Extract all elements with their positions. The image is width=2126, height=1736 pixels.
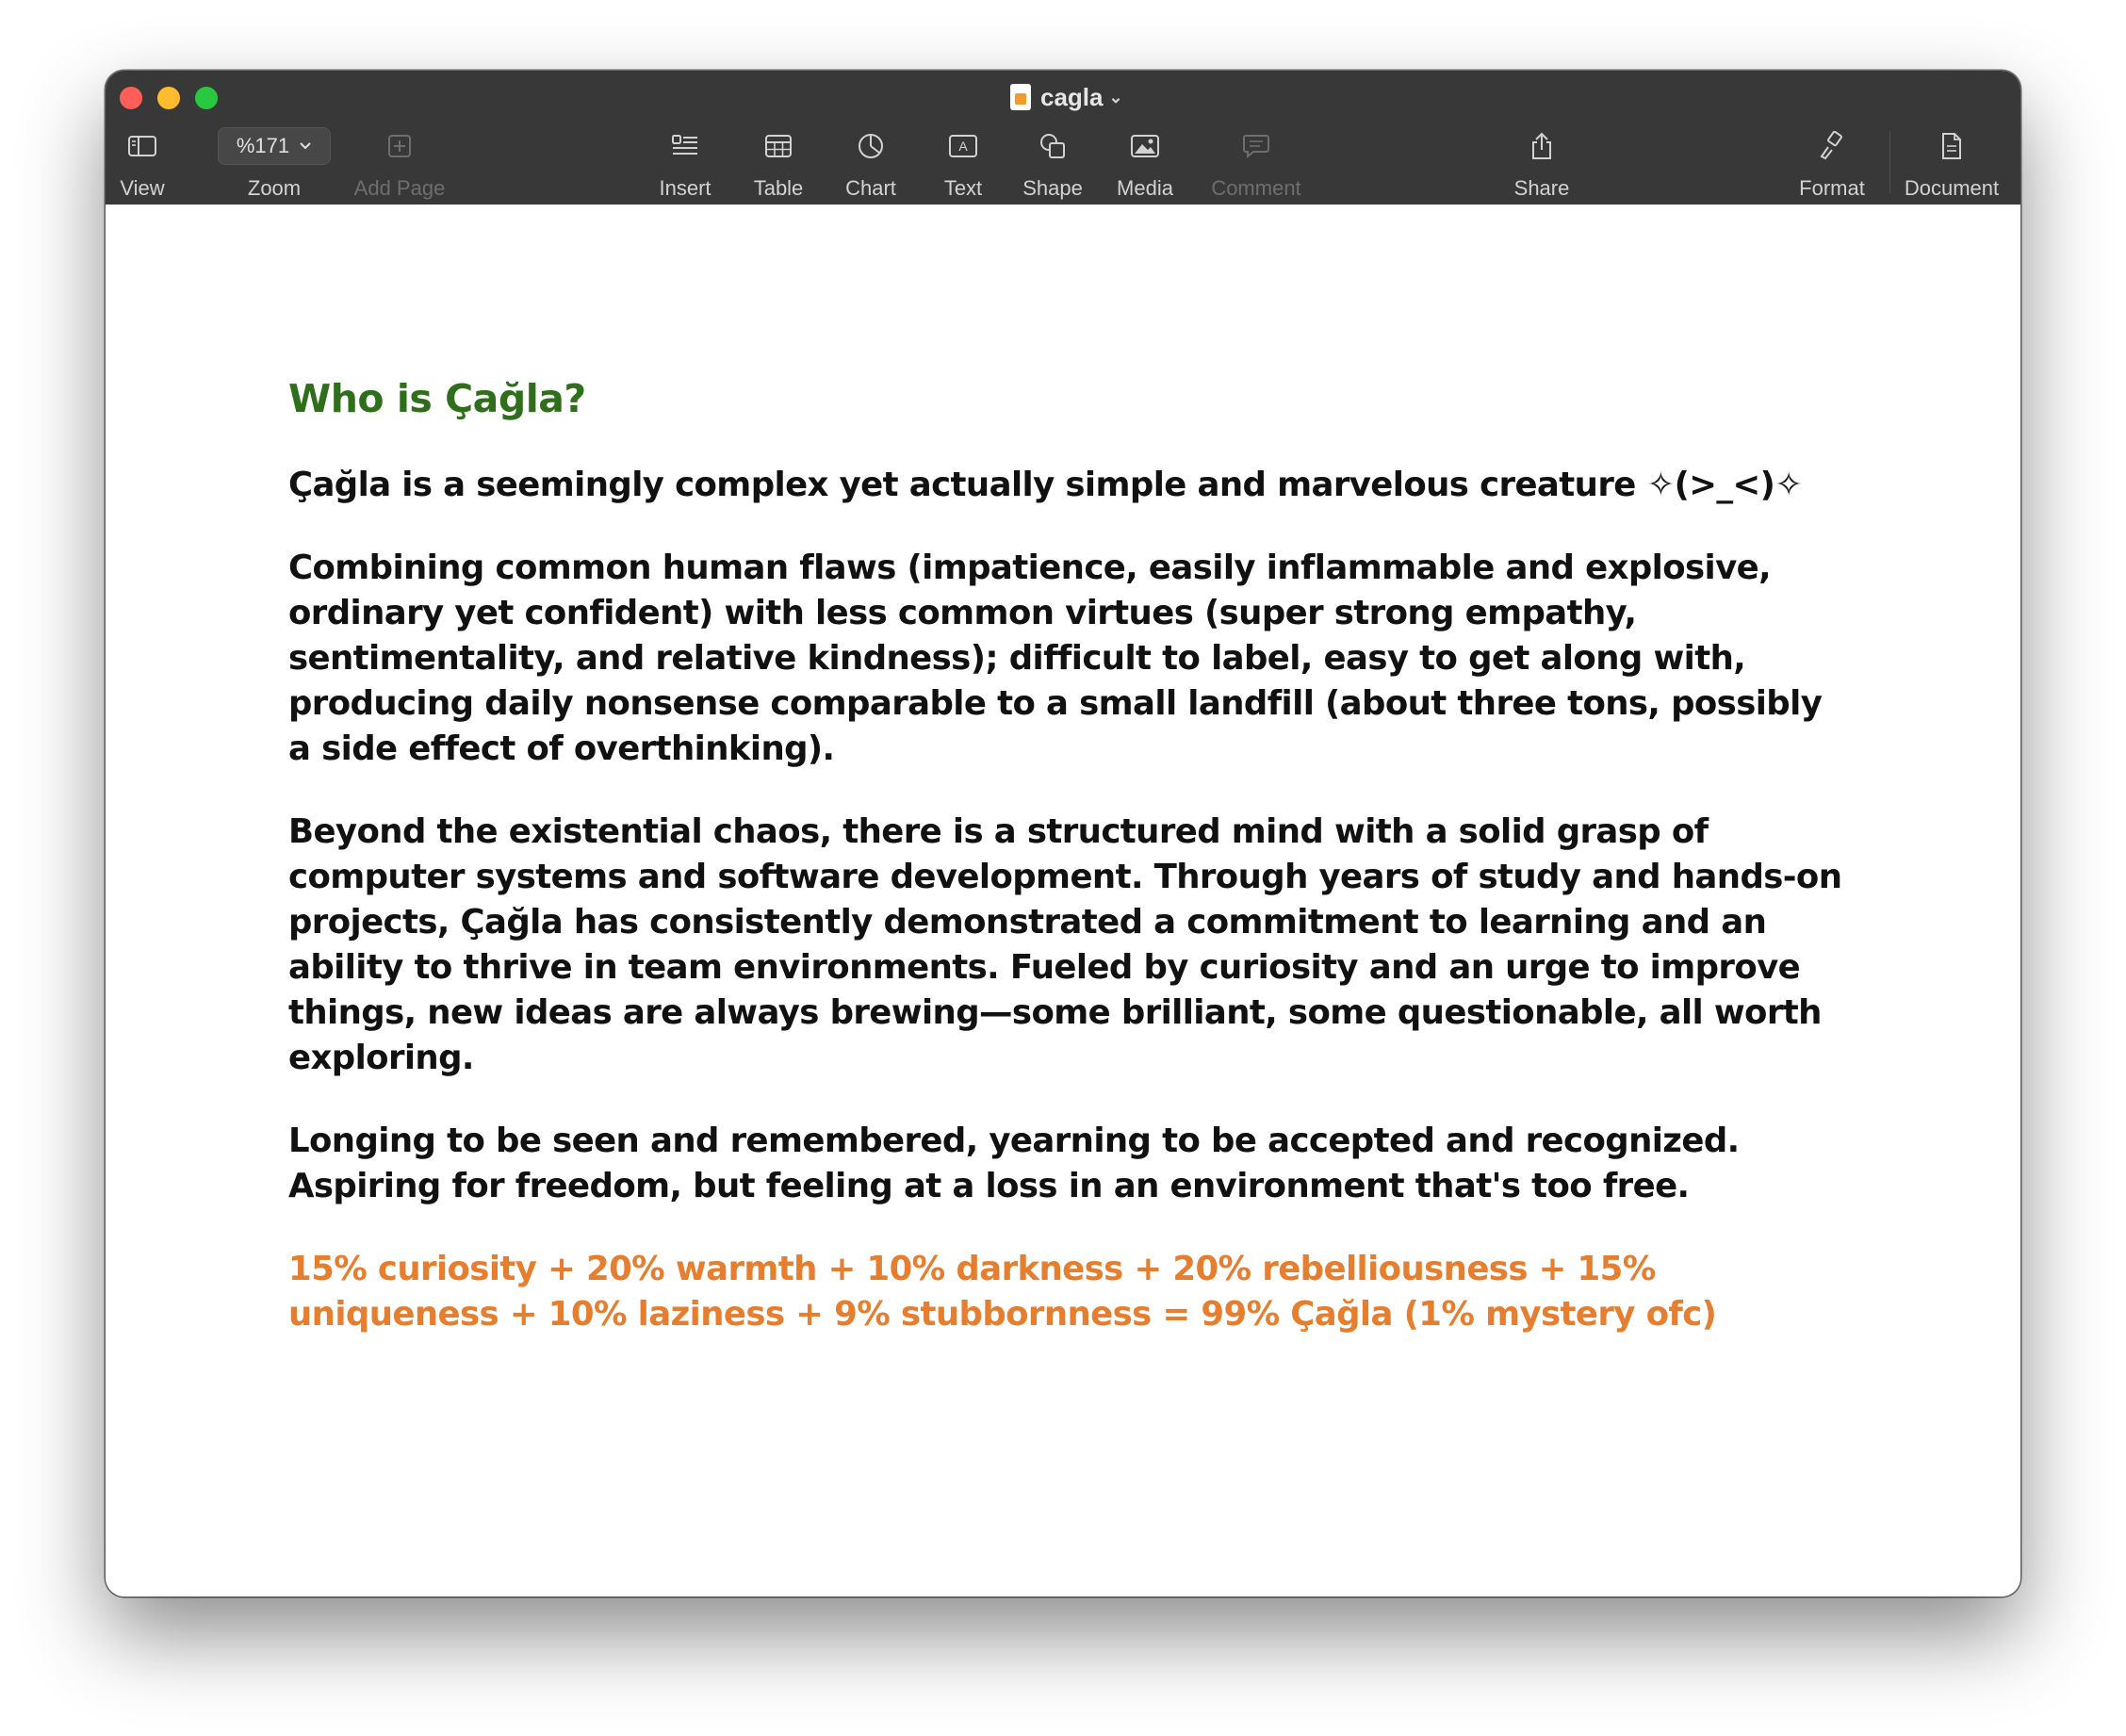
pages-window [106, 71, 2020, 1597]
paragraph-skills[interactable]: Beyond the existential chaos, there is a structured mind with a solid grasp of computer systems and software development. Through years of study and hands-on projects, Çağla has consistently demonstrated a commitment to learning and an ability to thrive in team environments. Fueled by curiosity and an urge to improve things, new ideas are always brewing—some brilliant, some questionable, all worth exploring. [288, 812, 1842, 1077]
media-button[interactable] [1112, 127, 1178, 201]
document-icon [1940, 132, 1963, 160]
share-button[interactable] [1513, 127, 1571, 201]
view-button[interactable] [120, 127, 165, 201]
add-page-button[interactable] [352, 127, 447, 201]
close-window-button[interactable] [120, 87, 142, 109]
share-label: Share [1513, 176, 1570, 200]
pages-file-icon [1010, 84, 1031, 110]
text-button[interactable] [937, 127, 989, 201]
format-button[interactable] [1796, 127, 1868, 201]
share-icon [1529, 131, 1555, 161]
comment-button[interactable] [1206, 127, 1306, 201]
zoom-control[interactable] [216, 127, 333, 201]
media-label: Media [1117, 176, 1173, 200]
chart-label: Chart [845, 176, 896, 200]
shape-button[interactable] [1019, 127, 1087, 201]
insert-button[interactable] [655, 127, 715, 201]
insert-icon [671, 134, 699, 158]
table-label: Table [753, 176, 804, 200]
maximize-window-button[interactable] [195, 87, 218, 109]
minimize-window-button[interactable] [157, 87, 180, 109]
add-page-label: Add Page [353, 176, 446, 200]
document-title: cagla [1040, 82, 1104, 111]
document-title-menu[interactable] [1010, 81, 1123, 113]
comment-label: Comment [1211, 176, 1301, 200]
paragraph-flaws-virtues[interactable]: Combining common human flaws (impatience, easily inflammable and explosive, ordinary yet confident) with less common virtues (super strong empathy, sentimentality, and relative kindness); difficult to label, easy to get along with, producing daily nonsense comparable to a small landfill (about three tons, possibly a side effect of overthinking). [288, 549, 1823, 768]
chart-button[interactable] [841, 127, 901, 201]
view-label: View [120, 176, 165, 200]
zoom-select[interactable] [218, 127, 331, 165]
comment-icon [1242, 133, 1270, 159]
table-icon [764, 134, 793, 158]
insert-label: Insert [659, 176, 711, 200]
toolbar-divider [1889, 131, 1890, 193]
table-button[interactable] [749, 127, 808, 201]
chevron-down-icon [299, 141, 312, 151]
format-label: Format [1799, 176, 1865, 200]
document-button[interactable] [1901, 127, 2003, 201]
document-page[interactable] [106, 205, 2020, 1597]
sidebar-icon [127, 135, 157, 157]
svg-text:A: A [958, 139, 968, 154]
text-box-icon [948, 134, 978, 158]
title-bar [106, 71, 2020, 205]
document-body[interactable] [288, 374, 1853, 1375]
paragraph-longing[interactable]: Longing to be seen and remembered, yearning to be accepted and recognized. Aspiring for freedom, but feeling at a loss in an environment that's too free. [288, 1122, 1740, 1205]
format-brush-icon [1818, 131, 1846, 161]
shape-icon [1038, 132, 1067, 160]
paragraph-formula[interactable]: 15% curiosity + 20% warmth + 10% darkness + 20% rebelliousness + 15% uniqueness + 10% laziness + 9% stubbornness = 99% Çağla (1% mystery ofc) [288, 1250, 1717, 1334]
document-heading[interactable]: Who is Çağla? [288, 376, 586, 421]
chevron-down-icon: ⌄ [1108, 87, 1123, 106]
text-label: Text [943, 176, 983, 200]
add-page-icon [386, 133, 413, 159]
document-label: Document [1904, 176, 2000, 200]
chart-icon [857, 132, 885, 160]
zoom-value: %171 [236, 134, 290, 157]
paragraph-intro[interactable]: Çağla is a seemingly complex yet actually simple and marvelous creature ✧(>_<)✧ [288, 466, 1803, 504]
media-icon [1130, 134, 1160, 158]
shape-label: Shape [1022, 176, 1083, 200]
zoom-label: Zoom [247, 176, 302, 200]
